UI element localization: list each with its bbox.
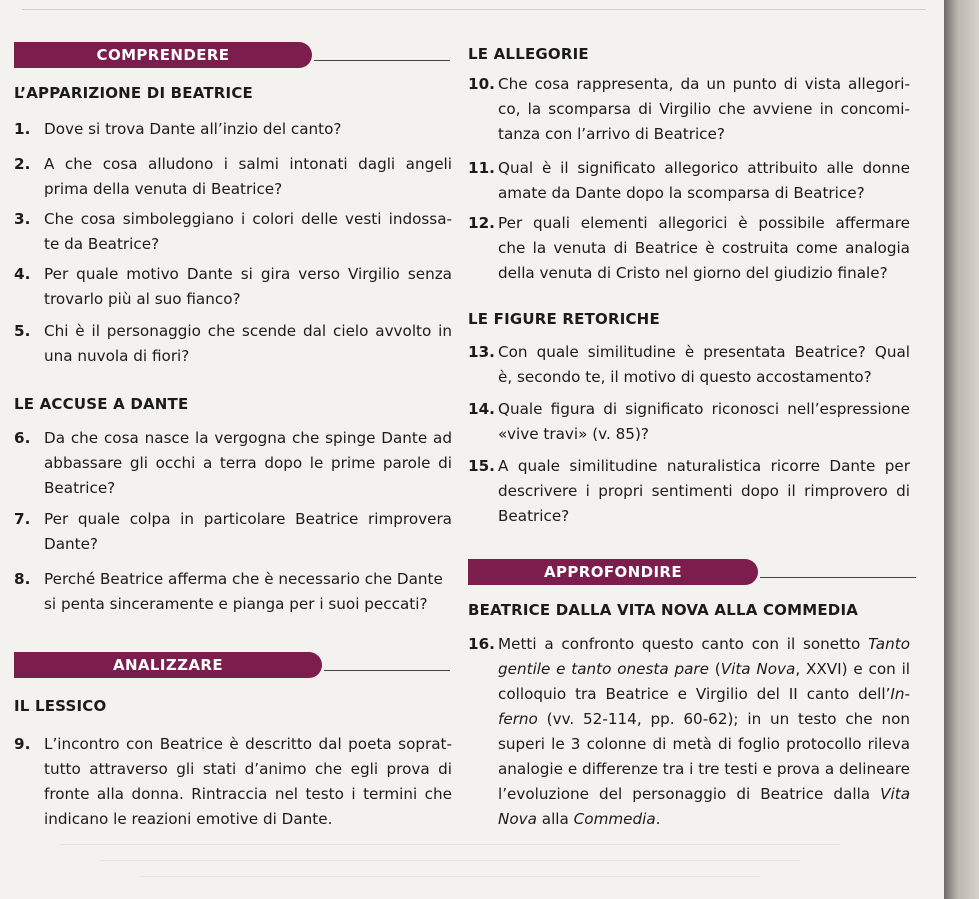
question-15: 15. A quale similitudine naturalistica ricorre Dante per descrivere i propri sentimenti dopo il rimprovero di Beatrice?	[468, 457, 910, 525]
question-14: 14. Quale figura di significato riconosci nell’espressione «vive travi» (v. 85)?	[468, 400, 910, 443]
approfondire-banner-label: APPROFONDIRE	[468, 559, 758, 585]
section-lessico: IL LESSICO	[14, 697, 107, 715]
question-12: 12. Per quali elementi allegorici è possibile affermare che la venuta di Beatrice è costruita come analogia della venuta di Cristo nel giorno del giudizio finale?	[468, 214, 910, 282]
question-5: 5. Chi è il personaggio che scende dal cielo avvolto in una nuvola di fiori?	[14, 322, 452, 365]
question-2: 2. A che cosa alludono i salmi intonati dagli angeli prima della venuta di Beatrice?	[14, 155, 452, 198]
analizzare-banner	[14, 652, 450, 678]
section-accuse: LE ACCUSE A DANTE	[14, 395, 189, 413]
analizzare-banner-label: ANALIZZARE	[14, 652, 322, 678]
page-edge-shadow	[944, 0, 979, 899]
banner-rule	[314, 60, 450, 61]
question-16: 16. Metti a confronto questo canto con il sonetto Tanto gentile e tanto onesta pare (Vita Nova, XXVI) e con il colloquio tra Beatrice e Virgilio del II canto dell’In- ferno (vv. 52-114, pp. 60-62); in un testo che non superi le 3 colonne di metà di foglio protocollo rileva analogie e differenze tra i tre testi e prova a delineare l’evoluzione del personaggio di Beatrice dalla Vita Nova alla Commedia.	[468, 635, 911, 828]
show-through-marks	[40, 838, 900, 888]
question-9: 9. L’incontro con Beatrice è descritto dal poeta soprat- tutto attraverso gli stati d’animo che egli prova di fronte alla donna. Rintraccia nel testo i termini che indicano le reazioni emotive di Dante.	[14, 735, 452, 828]
banner-rule	[760, 577, 916, 578]
section-vita-nova-commedia: BEATRICE DALLA VITA NOVA ALLA COMMEDIA	[468, 601, 859, 619]
show-through-line	[100, 860, 800, 861]
section-allegorie: LE ALLEGORIE	[468, 45, 589, 63]
question-1: 1. Dove si trova Dante all’inzio del canto?	[14, 120, 342, 138]
question-13: 13. Con quale similitudine è presentata Beatrice? Qual è, secondo te, il motivo di questo accostamento?	[468, 343, 910, 386]
section-figure-retoriche: LE FIGURE RETORICHE	[468, 310, 660, 328]
question-11: 11. Qual è il significato allegorico attribuito alle donne amate da Dante dopo la scomparsa di Beatrice?	[468, 159, 910, 202]
top-divider	[22, 9, 926, 10]
section-apparizione: L’APPARIZIONE DI BEATRICE	[14, 84, 253, 102]
question-6: 6. Da che cosa nasce la vergogna che spinge Dante ad abbassare gli occhi a terra dopo le prime parole di Beatrice?	[14, 429, 452, 497]
question-3: 3. Che cosa simboleggiano i colori delle vesti indossa- te da Beatrice?	[14, 210, 452, 253]
question-4: 4. Per quale motivo Dante si gira verso Virgilio senza trovarlo più al suo fianco?	[14, 265, 452, 308]
banner-rule	[324, 670, 450, 671]
question-7: 7. Per quale colpa in particolare Beatrice rimprovera Dante?	[14, 510, 452, 553]
show-through-line	[140, 876, 760, 877]
question-8: 8. Perché Beatrice afferma che è necessario che Dante si penta sinceramente e pianga per i suoi peccati?	[14, 570, 443, 613]
show-through-line	[60, 844, 840, 845]
comprendere-banner-label: COMPRENDERE	[14, 42, 312, 68]
comprendere-banner	[14, 42, 450, 68]
approfondire-banner	[468, 559, 916, 585]
question-10: 10. Che cosa rappresenta, da un punto di vista allegori- co, la scomparsa di Virgilio che avviene in concomi- tanza con l’arrivo di Beatrice?	[468, 75, 910, 143]
